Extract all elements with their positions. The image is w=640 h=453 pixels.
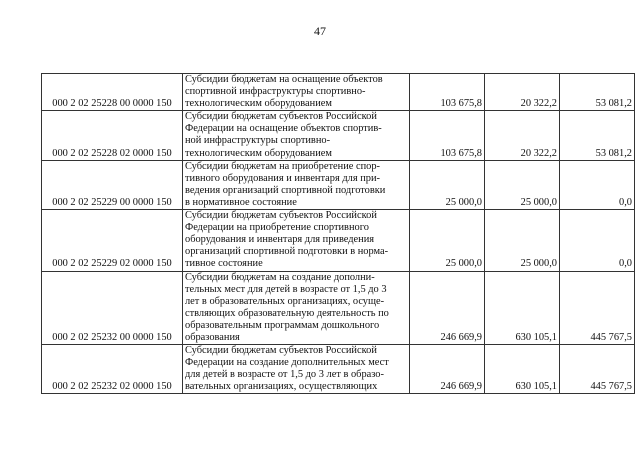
amount-cell-1: 25 000,0 xyxy=(410,160,485,209)
budget-code-cell: 000 2 02 25229 00 0000 150 xyxy=(42,160,183,209)
amount-cell-2: 20 322,2 xyxy=(485,111,560,160)
page-number: 47 xyxy=(314,24,326,38)
description-cell xyxy=(183,345,410,394)
amount-cell-2: 630 105,1 xyxy=(485,271,560,345)
description-line: образования xyxy=(185,331,240,343)
budget-table xyxy=(41,73,635,394)
description-line: Федерации на приобретение спортивного xyxy=(185,222,369,234)
amount-cell-1: 25 000,0 xyxy=(410,210,485,271)
description-line: оборудования и инвентаря для приведения xyxy=(185,234,375,246)
amount-cell-3: 0,0 xyxy=(560,160,635,209)
description-cell xyxy=(183,74,410,111)
description-cell xyxy=(183,160,410,209)
budget-code-cell: 000 2 02 25229 02 0000 150 xyxy=(42,210,183,271)
description-line: вательных организациях, осуществляющих xyxy=(185,381,378,393)
table-row xyxy=(42,160,635,209)
table-row xyxy=(42,74,635,111)
description-line: Субсидии бюджетам на создание дополни- xyxy=(185,271,375,283)
amount-cell-3: 53 081,2 xyxy=(560,74,635,111)
budget-code-cell: 000 2 02 25228 02 0000 150 xyxy=(42,111,183,160)
description-cell xyxy=(183,271,410,345)
description-line: тельных мест для детей в возрасте от 1,5 до 3 xyxy=(185,283,387,295)
description-line: ной инфраструктуры спортивно- xyxy=(185,135,331,147)
description-line: Субсидии бюджетам субъектов Российской xyxy=(185,210,377,222)
description-cell xyxy=(183,111,410,160)
description-line: лет в образовательных организациях, осуще- xyxy=(185,295,385,307)
amount-cell-1: 246 669,9 xyxy=(410,271,485,345)
amount-cell-3: 445 767,5 xyxy=(560,271,635,345)
description-line: тивного оборудования и инвентаря для при- xyxy=(185,172,380,184)
amount-cell-1: 103 675,8 xyxy=(410,74,485,111)
budget-table-body xyxy=(42,74,635,394)
budget-code-cell: 000 2 02 25232 02 0000 150 xyxy=(42,345,183,394)
description-line: организаций спортивной подготовки в норма- xyxy=(185,246,389,258)
description-line: тивное состояние xyxy=(185,258,263,270)
amount-cell-1: 246 669,9 xyxy=(410,345,485,394)
description-line: спортивной инфраструктуры спортивно- xyxy=(185,86,366,98)
description-cell xyxy=(183,210,410,271)
description-line: ведения организаций спортивной подготовки xyxy=(185,184,386,196)
amount-cell-3: 53 081,2 xyxy=(560,111,635,160)
table-row xyxy=(42,210,635,271)
amount-cell-1: 103 675,8 xyxy=(410,111,485,160)
table-row xyxy=(42,271,635,345)
description-line: Субсидии бюджетам на оснащение объектов xyxy=(185,74,383,85)
table-row xyxy=(42,111,635,160)
description-line: Федерации на создание дополнительных мест xyxy=(185,357,389,369)
description-line: технологическим оборудованием xyxy=(185,147,332,159)
description-line: в нормативное состояние xyxy=(185,196,297,208)
amount-cell-2: 25 000,0 xyxy=(485,160,560,209)
amount-cell-3: 0,0 xyxy=(560,210,635,271)
amount-cell-3: 445 767,5 xyxy=(560,345,635,394)
description-line: Федерации на оснащение объектов спортив- xyxy=(185,123,382,135)
amount-cell-2: 20 322,2 xyxy=(485,74,560,111)
description-line: Субсидии бюджетам субъектов Российской xyxy=(185,345,377,357)
description-line: ствляющих образовательную деятельность по xyxy=(185,307,389,319)
description-line: технологическим оборудованием xyxy=(185,98,332,110)
amount-cell-2: 25 000,0 xyxy=(485,210,560,271)
description-line: Субсидии бюджетам субъектов Российской xyxy=(185,111,377,123)
table-row xyxy=(42,345,635,394)
description-line: Субсидии бюджетам на приобретение спор- xyxy=(185,160,380,172)
amount-cell-2: 630 105,1 xyxy=(485,345,560,394)
budget-code-cell: 000 2 02 25232 00 0000 150 xyxy=(42,271,183,345)
budget-code-cell: 000 2 02 25228 00 0000 150 xyxy=(42,74,183,111)
description-line: для детей в возрасте от 1,5 до 3 лет в образо- xyxy=(185,369,384,381)
description-line: образовательным программам дошкольного xyxy=(185,319,380,331)
